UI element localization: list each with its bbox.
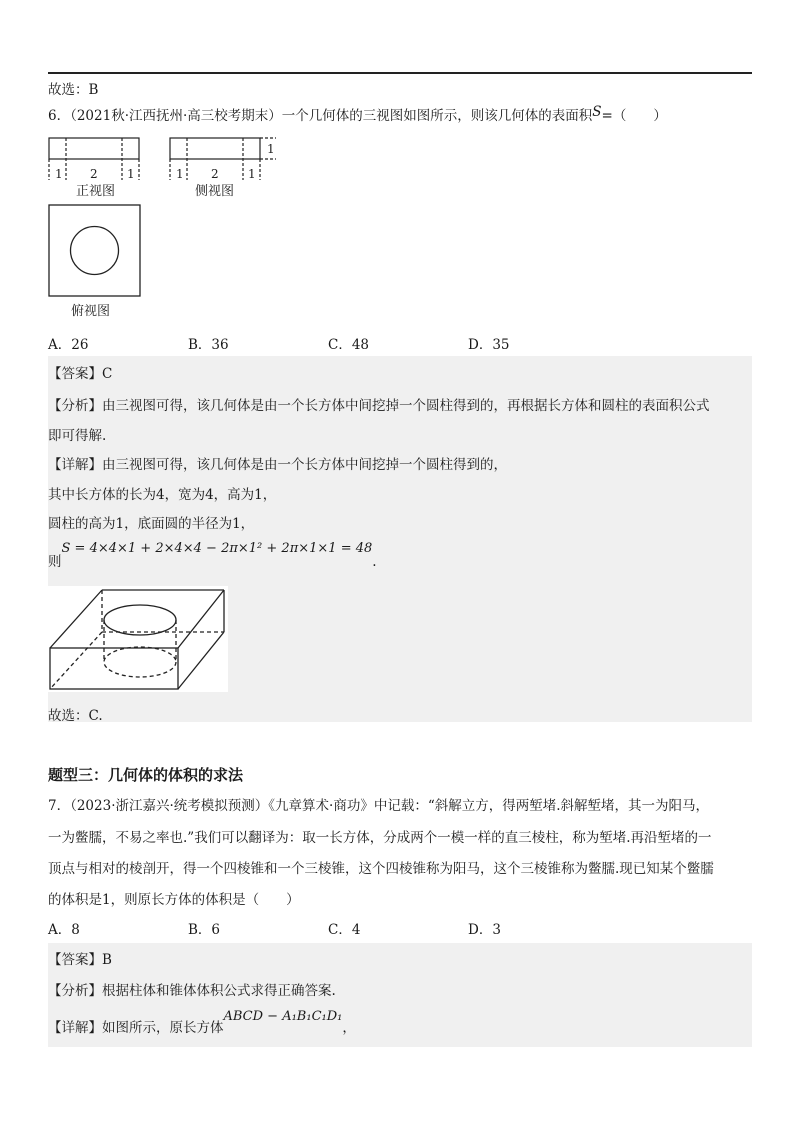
q7-stem-line3: 顶点与相对的棱剖开，得一个四棱锥和一个三棱锥，这个四棱锥称为阳马，这个三棱锥称为鳖臑.现已知某个鳖臑 [48, 861, 714, 877]
q6-option-b: B．36 [188, 337, 229, 353]
q7-stem-line2: 一为鳖臑，不易之率也.”我们可以翻译为：取一长方体，分成两个一模一样的直三棱柱，称为堑堵.再沿堑堵的一 [48, 830, 712, 846]
front-dim-mid: 2 [90, 167, 98, 181]
q7-stem-line4: 的体积是1，则原长方体的体积是（ ） [48, 892, 300, 908]
section-title: 题型三：几何体的体积的求法 [48, 766, 244, 784]
q6-detail-line3: 圆柱的高为1，底面圆的半径为1， [48, 516, 255, 532]
side-dim-left: 1 [176, 167, 184, 181]
front-view-label: 正视图 [76, 184, 116, 199]
q6-option-a: A．26 [48, 337, 89, 353]
side-dim-height: 1 [267, 142, 275, 156]
side-view [170, 138, 276, 180]
q6-detail-prefix: 则 [48, 554, 62, 570]
q7-stem-line1: 7．（2023·浙江嘉兴·统考模拟预测）《九章算术·商功》中记载：“斜解立方，得两堑堵.斜解堑堵，其一为阳马， [48, 798, 710, 814]
q5-conclusion: 故选：B [48, 82, 99, 98]
solid-figure [48, 586, 228, 692]
q6-answer: 【答案】C [48, 366, 113, 382]
q7-answer: 【答案】B [48, 952, 112, 968]
side-dim-mid: 2 [211, 167, 219, 181]
q6-stem-text: 6．（2021秋·江西抚州·高三校考期末）一个几何体的三视图如图所示，则该几何体的表面积 [48, 108, 593, 124]
q7-option-b: B．6 [188, 922, 221, 938]
front-dim-left: 1 [55, 167, 63, 181]
q6-detail-line2: 其中长方体的长为4，宽为4，高为1， [48, 487, 277, 503]
q6-detail-suffix: . [372, 554, 377, 570]
q6-stem-tail: =（ ） [601, 108, 667, 124]
q6-stem [48, 104, 667, 124]
q7-option-d: D．3 [468, 922, 501, 938]
q6-option-d: D．35 [468, 337, 510, 353]
top-view-label: 俯视图 [71, 304, 111, 319]
q6-stem-var: S [592, 104, 602, 120]
top-rule [48, 72, 752, 74]
q6-analysis-line1: 【分析】由三视图可得，该几何体是由一个长方体中间挖掉一个圆柱得到的，再根据长方体和圆柱的表面积公式 [48, 398, 710, 414]
q7-detail-prefix: 【详解】如图所示，原长方体 [48, 1020, 224, 1036]
q6-detail-line1: 【详解】由三视图可得，该几何体是由一个长方体中间挖掉一个圆柱得到的， [48, 457, 507, 473]
q7-analysis: 【分析】根据柱体和锥体体积公式求得正确答案. [48, 983, 336, 999]
q6-option-c: C．48 [328, 337, 370, 353]
three-view-diagram [46, 132, 296, 322]
q6-detail-line4 [48, 540, 377, 570]
top-view [49, 205, 140, 296]
q7-detail-suffix: ， [342, 1020, 356, 1036]
q6-analysis-line2: 即可得解. [48, 428, 107, 444]
q7-box-formula: ABCD − A₁B₁C₁D₁ [223, 1009, 343, 1024]
q7-detail [48, 1008, 356, 1036]
q6-surface-formula: S = 4×4×1 + 2×4×4 − 2π×1² + 2π×1×1 = 48 [61, 541, 373, 556]
front-dim-right: 1 [127, 167, 135, 181]
q7-option-c: C．4 [328, 922, 361, 938]
q6-conclusion: 故选：C. [48, 708, 103, 724]
q7-option-a: A．8 [48, 922, 80, 938]
side-view-label: 侧视图 [195, 184, 235, 199]
side-dim-right: 1 [248, 167, 256, 181]
